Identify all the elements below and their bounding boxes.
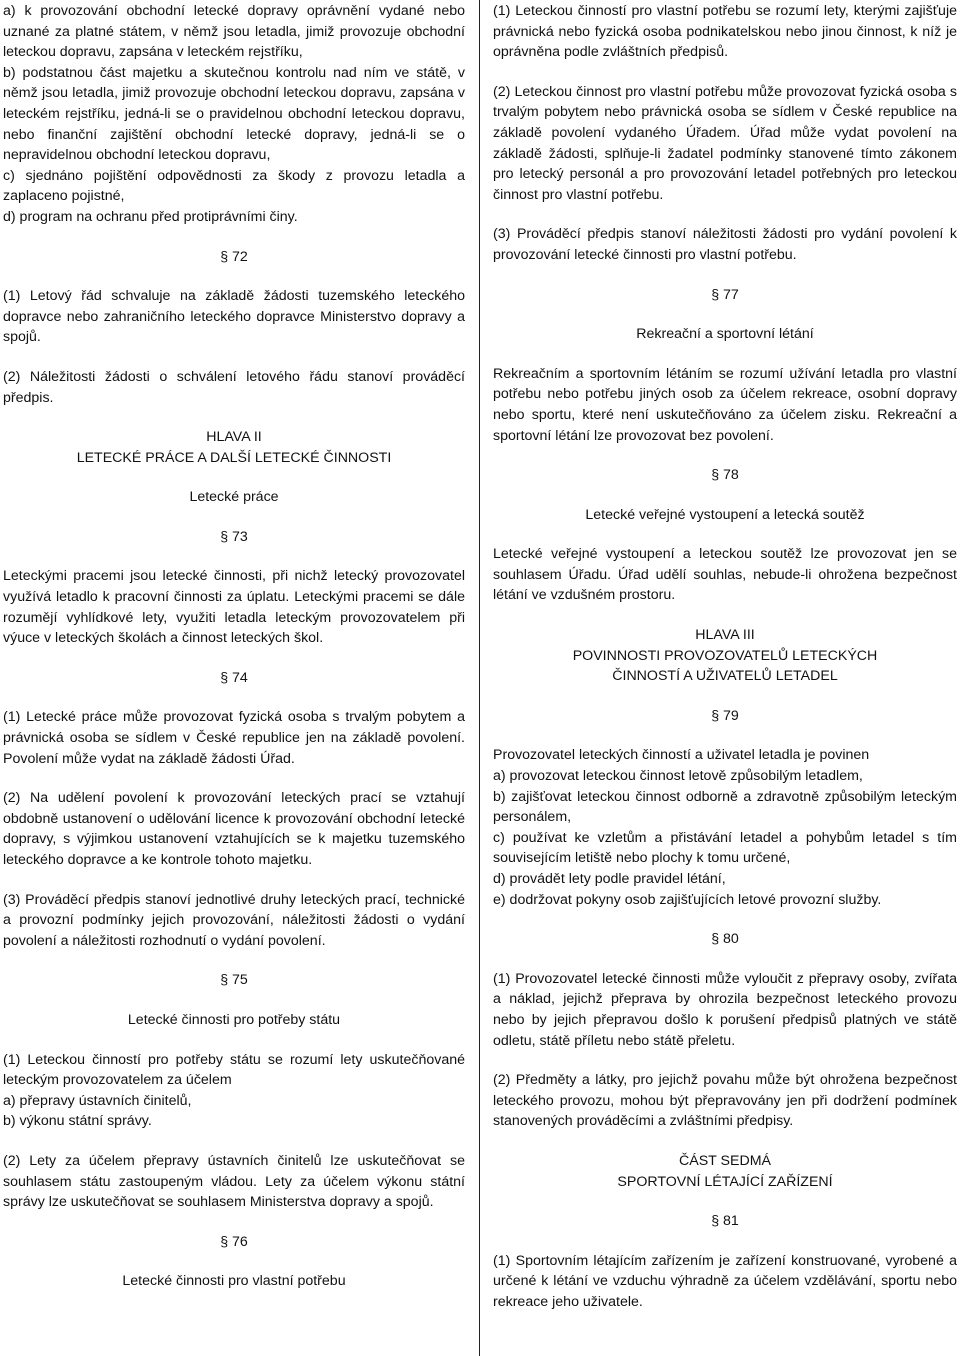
section-heading-80: § 80 bbox=[711, 931, 739, 948]
s75-paragraph-1: (1) Leteckou činností pro potřeby státu se rozumí lety uskutečňované leteckým provozovatelem za účelem bbox=[3, 1051, 465, 1089]
s75-item-a: a) přepravy ústavních činitelů, bbox=[3, 1092, 192, 1109]
intro-item-c: c) sjednáno pojištění odpovědnosti za škody z provozu letadla a zaplaceno pojistné, bbox=[3, 167, 465, 205]
s75-item-b: b) výkonu státní správy. bbox=[3, 1113, 152, 1130]
section-heading-73: § 73 bbox=[220, 528, 248, 545]
part-title: ČÁST SEDMÁ bbox=[679, 1152, 771, 1169]
intro-item-b: b) podstatnou část majetku a skutečnou kontrolu nad ním ve státě, v němž jsou letadla, jimiž provozuje obchodní leteckou dopravu, zapsána v leteckém rejstříku, jedná-li se o pravidelnou obchodní leteckou dopravu, nebo finanční zajištění obchodní letecké dopravy, jedná-li se o nepravidelnou obchodní leteckou dopravu, bbox=[3, 64, 465, 164]
column-divider bbox=[479, 0, 480, 1356]
s74-paragraph-2: (2) Na udělení povolení k provozování leteckých prací se vztahují obdobně ustanovení o udělování licence k provozování obchodní letecké dopravy, s výjimkou ustanovení vztahujících se k majetku tuzemského leteckého dopravce a ke kontrole tohoto majetku. bbox=[3, 790, 465, 868]
section-heading-77: § 77 bbox=[711, 286, 739, 303]
s79-item-b: b) zajišťovat leteckou činnost odborně a zdravotně způsobilým leteckým personálem, bbox=[493, 788, 957, 826]
chapter-subtitle-3-line1: POVINNOSTI PROVOZOVATELŮ LETECKÝCH bbox=[572, 647, 878, 664]
s72-paragraph-2: (2) Náležitosti žádosti o schválení letového řádu stanoví prováděcí předpis. bbox=[3, 368, 465, 406]
s76-paragraph-1: (1) Leteckou činností pro vlastní potřebu se rozumí lety, kterými zajišťuje právnická nebo fyzická osoba podnikatelskou nebo jinou činnost, k níž je oprávněna podle zvláštních předpisů. bbox=[493, 3, 957, 61]
section-heading-75: § 75 bbox=[220, 972, 248, 989]
chapter-subtitle-3-line2: ČINNOSTÍ A UŽIVATELŮ LETADEL bbox=[612, 668, 838, 685]
section-heading-72: § 72 bbox=[220, 248, 248, 265]
s78-paragraph-1: Letecké veřejné vystoupení a leteckou soutěž lze provozovat jen se souhlasem Úřadu. Úřad udělí souhlas, nebude-li ohrožena bezpečnost létání ve vzdušném prostoru. bbox=[493, 546, 957, 604]
s79-paragraph-1: Provozovatel leteckých činností a uživatel letadla je povinen bbox=[493, 747, 870, 764]
s79-item-c: c) používat ke vzletům a přistávání letadel a pohybům letadel s tím souvisejícím letiště nebo plochy k tomu určené, bbox=[493, 829, 957, 867]
s75-title: Letecké činnosti pro potřeby státu bbox=[127, 1011, 341, 1028]
section-heading-74: § 74 bbox=[220, 669, 248, 686]
section-heading-78: § 78 bbox=[711, 467, 739, 484]
s74-paragraph-3: (3) Prováděcí předpis stanoví jednotlivé druhy leteckých prací, technické a provozní podmínky jejich provozování, náležitosti žádosti o vydání povolení a náležitosti rozhodnutí o vydání povolení. bbox=[3, 891, 465, 949]
section-heading-76: § 76 bbox=[220, 1233, 248, 1250]
s79-item-a: a) provozovat leteckou činnost letově způsobilým letadlem, bbox=[493, 768, 863, 785]
s79-item-e: e) dodržovat pokyny osob zajišťujících letové provozní služby. bbox=[493, 891, 882, 908]
s79-item-d: d) provádět lety podle pravidel létání, bbox=[493, 871, 726, 887]
s76-paragraph-3: (3) Prováděcí předpis stanoví náležitosti žádosti pro vydání povolení k provozování letecké činnosti pro vlastní potřebu. bbox=[493, 226, 957, 263]
s80-paragraph-1: (1) Provozovatel letecké činnosti může vyloučit z přepravy osoby, zvířata a náklad, jejichž přeprava by ohrozila bezpečnost leteckého provozu nebo by jejich přepravou došlo k porušení předpisů platných ve státě odletu, státě příletu nebo státě přeletu. bbox=[493, 970, 957, 1049]
intro-item-a: a) k provozování obchodní letecké dopravy oprávnění vydané nebo uznané za platné státem, v němž jsou letadla, jimiž provozuje obchodní leteckou dopravu, zapsána v leteckém rejstříku, bbox=[3, 3, 465, 61]
s76-paragraph-2: (2) Leteckou činnost pro vlastní potřebu může provozovat fyzická osoba s trvalým pobytem nebo právnická osoba se sídlem v České republice na základě povolení vydaného Úřadem. Úřad může vydat povolení na základě žádosti, splňuje-li žadatel podmínky stanovené tímto zákonem pro letecký personál a pro provozování letadel potřebných pro leteckou činnost pro vlastní potřebu. bbox=[493, 83, 957, 203]
s81-paragraph-1: (1) Sportovním létajícím zařízením je zařízení konstruované, vyrobené a určené k létání ve vzduchu výhradně za účelem vzdělávání, sportu nebo rekreace jeho uživatele. bbox=[493, 1252, 957, 1310]
section-heading-79: § 79 bbox=[711, 707, 739, 724]
chapter-title: HLAVA II bbox=[206, 429, 262, 446]
s76-title: Letecké činnosti pro vlastní potřebu bbox=[122, 1273, 346, 1290]
part-subtitle: SPORTOVNÍ LÉTAJÍCÍ ZAŘÍZENÍ bbox=[617, 1173, 833, 1190]
section-heading-81: § 81 bbox=[711, 1213, 739, 1230]
s77-title: Rekreační a sportovní létání bbox=[636, 326, 814, 343]
chapter-subtitle: LETECKÉ PRÁCE A DALŠÍ LETECKÉ ČINNOSTI bbox=[76, 449, 392, 466]
s77-paragraph-1: Rekreačním a sportovním létáním se rozumí užívání letadla pro vlastní potřebu nebo potřebu jiných osob za účelem rekreace, osobní dopravy nebo sportu, které není uskutečňováno za účelem zisku. Rekreační a sportovní létání lze provozovat bez povolení. bbox=[493, 365, 957, 444]
s80-paragraph-2: (2) Předměty a látky, pro jejichž povahu může být ohrožena bezpečnost leteckého provozu, mohou být přepravovány jen při dodržení podmínek stanovených prováděcími a zvláštními předpisy. bbox=[493, 1072, 957, 1130]
left-column bbox=[3, 1, 465, 1292]
section-group-title: Letecké práce bbox=[189, 489, 279, 506]
s73-paragraph-1: Leteckými pracemi jsou letecké činnosti, při nichž letecký provozovatel využívá letadlo k pracovní činnosti za úplatu. Leteckými pracemi se dále rozumějí vyhlídkové lety, využiti letadla leteckým provozovatelem při výuce v leteckých školách a činnost leteckých škol. bbox=[3, 568, 465, 647]
intro-item-d: d) program na ochranu před protiprávními činy. bbox=[3, 208, 298, 225]
s75-paragraph-2: (2) Lety za účelem přepravy ústavních činitelů lze uskutečňovat se souhlasem státu zastoupeným vládou. Lety za účelem výkonu státní správy lze uskutečňovat se souhlasem Ministerstva dopravy a spojů. bbox=[3, 1152, 465, 1211]
s78-title: Letecké veřejné vystoupení a letecká soutěž bbox=[585, 506, 865, 523]
s74-paragraph-1: (1) Letecké práce může provozovat fyzická osoba s trvalým pobytem a právnická osoba se sídlem v České republice jen na základě povolení. Povolení může vydat na základě žádosti Úřad. bbox=[3, 709, 465, 767]
right-column bbox=[493, 1, 957, 1313]
s72-paragraph-1: (1) Letový řád schvaluje na základě žádosti tuzemského leteckého dopravce nebo zahraničního leteckého dopravce Ministerstvo dopravy a spojů. bbox=[3, 288, 465, 346]
chapter-title-3: HLAVA III bbox=[695, 627, 755, 644]
